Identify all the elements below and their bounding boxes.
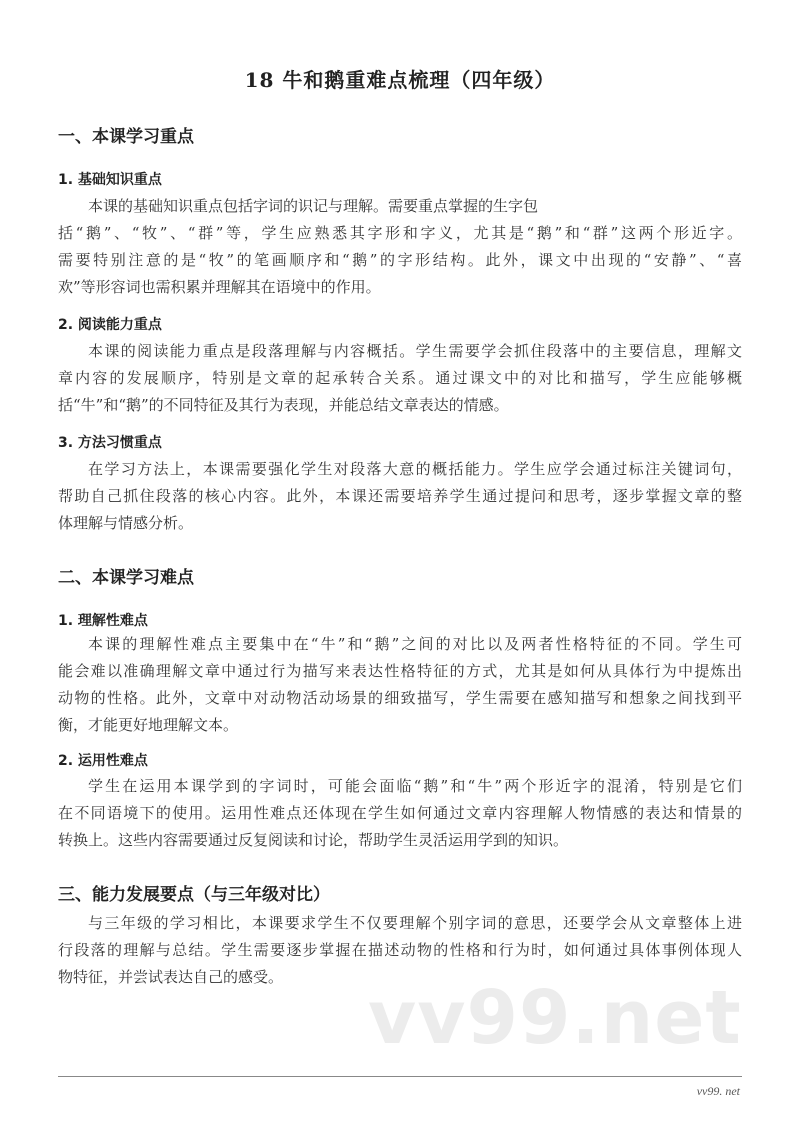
section-heading-key-points: 一、本课学习重点 [58,127,194,147]
text-line: 与三年级的学习相比，本课要求学生不仅要理解个别字词的意思，还要学会从文章整体上进 [88,914,742,932]
text-line: 在学习方法上，本课需要强化学生对段落大意的概括能力。学生应学会通过标注关键词句， [88,460,742,478]
section-heading-ability-development: 三、能力发展要点（与三年级对比） [58,885,330,905]
text-line: 括“牛”和“鹅”的不同特征及其行为表现，并能总结文章表达的情感。 [58,396,509,414]
text-line: 能会难以准确理解文章中通过行为描写来表达性格特征的方式，尤其是如何从具体行为中提炼出 [58,662,742,680]
footer-site-label: vv99. net [696,1084,740,1098]
text-line: 本课的基础知识重点包括字词的识记与理解。需要重点掌握的生字包 [88,197,539,215]
section-heading-difficulties: 二、本课学习难点 [58,568,194,588]
text-line: 帮助自己抓住段落的核心内容。此外，本课还需要培养学生通过提问和思考，逐步掌握文章的整 [58,487,742,505]
subheading-reading-ability: 2. 阅读能力重点 [58,317,162,333]
text-line: 物特征，并尝试表达自己的感受。 [58,968,284,986]
subheading-comprehension-difficulty: 1. 理解性难点 [58,613,148,629]
text-line: 本课的阅读能力重点是段落理解与内容概括。学生需要学会抓住段落中的主要信息，理解文 [88,342,742,360]
watermark: vv99.net [368,975,742,1061]
paragraph-application-difficulty [58,773,742,854]
page-title: 18 牛和鹅重难点梳理（四年级） [244,68,556,92]
text-line: 章内容的发展顺序，特别是文章的起承转合关系。通过课文中的对比和描写，学生应能够概 [58,369,742,387]
text-line: 动物的性格。此外，文章中对动物活动场景的细致描写，学生需要在感知描写和想象之间找到平 [58,689,742,707]
text-line: 需要特别注意的是“牧”的笔画顺序和“鹅”的字形结构。此外，课文中出现的“安静”、“喜 [58,251,742,269]
text-line: 转换上。这些内容需要通过反复阅读和讨论，帮助学生灵活运用学到的知识。 [58,831,569,849]
paragraph-method-habits [58,456,742,537]
paragraph-comprehension-difficulty [58,631,742,739]
text-line: 在不同语境下的使用。运用性难点还体现在学生如何通过文章内容理解人物情感的表达和情景的 [58,804,742,822]
paragraph-basic-knowledge [58,193,742,301]
footer-divider [58,1076,742,1077]
text-line: 体理解与情感分析。 [58,514,194,532]
text-line: 学生在运用本课学到的字词时，可能会面临“鹅”和“牛”两个形近字的混淆，特别是它们 [88,777,742,795]
subheading-method-habits: 3. 方法习惯重点 [58,435,162,451]
text-line: 衡，才能更好地理解文本。 [58,716,239,734]
text-line: 欢”等形容词也需积累并理解其在语境中的作用。 [58,278,381,296]
text-line: 括“鹅”、“牧”、“群”等，学生应熟悉其字形和字义，尤其是“鹅”和“群”这两个形近字。 [58,224,742,242]
text-line: 本课的理解性难点主要集中在“牛”和“鹅”之间的对比以及两者性格特征的不同。学生可 [88,635,742,653]
text-line: 行段落的理解与总结。学生需要逐步掌握在描述动物的性格和行为时，如何通过具体事例体现人 [58,941,742,959]
paragraph-reading-ability [58,338,742,419]
subheading-basic-knowledge: 1. 基础知识重点 [58,172,162,188]
subheading-application-difficulty: 2. 运用性难点 [58,753,148,769]
